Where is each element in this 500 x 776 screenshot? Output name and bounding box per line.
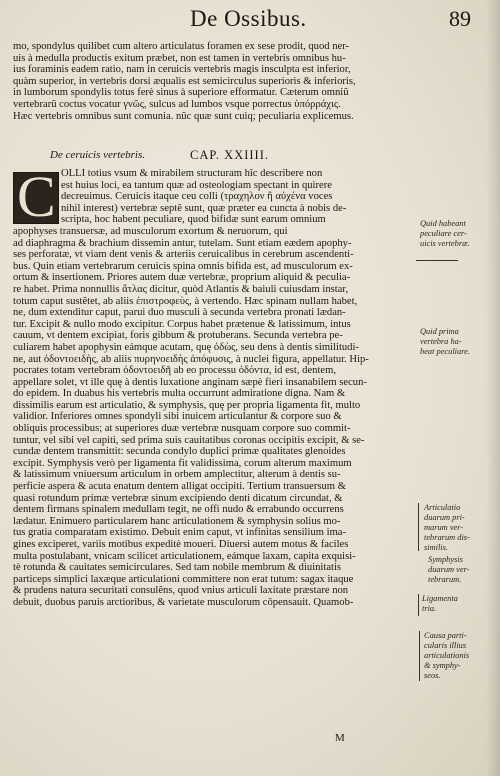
text-line: in lumborum spondylis totus ferè sinus à superiore efformatur. Cæterum omniũ — [13, 87, 349, 99]
text-line: tus gratia comparatam existimo. Debuit enim caput, vt infinitas sensilium ima- — [13, 527, 347, 539]
chapter-heading — [50, 149, 420, 163]
margin-bracket — [418, 594, 433, 616]
text-line: tè rotunda & cauitates semicirculares. Sed tam nobile membrum & diuinitatis — [13, 562, 342, 574]
text-line: dissimilis earum est articulatio, & symphysis, quę per propria ligamenta fit, multo — [13, 399, 361, 411]
text-line: OLLI totius vsum & mirabilem structuram hîc describere non — [61, 168, 323, 179]
text-line: particeps simplici laxæque articulationi committere non erat tutum: sagax itaque — [13, 573, 354, 585]
text-line: tur. Excipit & nullo modo excipitur. Corpus habet prætenue & latissimum, intus — [13, 318, 351, 330]
margin-bracket — [418, 503, 433, 551]
margin-note: Articulatio duarum pri- marum ver- tebrarum dis- similis. — [424, 503, 470, 552]
text-line: cundæ dentem transmittit: secunda condylo duplici primæ qualitates glenoides — [13, 446, 346, 458]
margin-note: Ligamenta tria. — [422, 594, 458, 613]
text-line: cauum, vt dentem excipiat, foris gibbum & protuberans. Secunda vertebra pe- — [13, 330, 343, 342]
margin-bracket — [419, 631, 434, 681]
text-line: totum caput sustĕtet, ab aliis ἐπιστροφεὺς, à vertendo. Hæc spinam nullam habet, — [13, 295, 358, 307]
page-gutter-shadow — [486, 0, 500, 776]
text-line: pocrates totam vertebram ὀδοντοειδῆ ab eo processu ὀδόντα, id est, dentem, — [13, 365, 336, 377]
text-line: excipit. Symphysis verò per ligamenta fit validissima, corum alterum maximum — [13, 457, 352, 469]
text-line: lædatur. Enimuero particularem hanc articulationem & symphysin solius mo- — [13, 515, 341, 527]
text-line: debuit, duobus paruis arctioribus, & varietate musculorum cōpensauit. Quamob- — [13, 596, 354, 608]
text-line: ne, dum extenditur caput, parui duo musculi à secunda vertebra pronati lædan- — [13, 307, 346, 319]
margin-note: Quid prima vertebra ha- beat peculiare. — [420, 327, 470, 356]
intro-paragraph — [13, 41, 417, 122]
chapter-subtitle: De ceruicis vertebris. — [50, 149, 145, 161]
margin-note: Quid habeant peculiare cer- uicis vertebræ. — [420, 219, 470, 248]
text-line: appellare solet, vt ille quę à dentis luxatione anginam sæpè fieri insanabilem secun- — [13, 376, 367, 388]
text-line: ne, aut ὀδοντοειδὴς, ab aliis πυρηνοειδὴς ἀπόφυσις, à nuclei figura, appellatur. Hip- — [13, 353, 369, 365]
text-line: multa postulabant, vnicam scilicet articulationem, eámque laxam, capita exquisi- — [13, 550, 356, 562]
text-line: gines exciperet, variis motibus expeditè moueri. Diuersi autem motus & faciles — [13, 539, 349, 550]
chapter-number: CAP. XXIIII. — [190, 148, 270, 162]
text-line: Hæc vertebris omnibus sunt comunia. nũc quæ sunt cuiq; peculiaria explicemus. — [13, 110, 354, 122]
page-number: 89 — [449, 6, 471, 31]
margin-rule — [416, 260, 458, 261]
text-line: tuntur, vel sibi vel capiti, sed prima suis cauitatibus coronas occipitis excipit, & se- — [13, 434, 365, 446]
text-line: & latissimum vniuersum articulum in orbem amplectitur, alterum à dentis su- — [13, 469, 341, 481]
text-line: scripta, hoc habent peculiare, quod bifidæ sunt earum omnium — [61, 214, 326, 226]
initial-letter: C — [17, 164, 56, 229]
text-line: re habet. Prima nonnullis ἄτλας dicitur, quòd Atlantis & baiuli cuiusdam instar, — [13, 283, 349, 295]
text-line: do epidem. In duabus his vertebris multa occurrunt admiratione digna. Nam & — [13, 388, 346, 400]
text-line: ius foraminis eadem ratio, nam in ceruicis vertebris magis insculpta est inferior, — [13, 64, 351, 76]
chapter-body — [13, 164, 417, 609]
text-line: nihil interest) vertebræ septẽ sunt, quæ præter ea cuncta à nobis de- — [61, 202, 347, 214]
text-line: ad diaphragma & brachium dissemin antur, tutelam. Sunt etiam eædem apophy- — [13, 237, 352, 249]
text-line: quasi rotundum primæ vertebræ sinum excipiendo denti dicatum circundat, & — [13, 492, 343, 504]
text-line: bus. Quin etiam vertebrarum ceruicis spina omnis bifida est, ad musculorum ex- — [13, 260, 353, 272]
text-line: perficie aspera & acuta enatum dentem alligat occipiti. Tertium transuersum & — [13, 481, 346, 493]
text-line: uis à medulla productis exitum præbet, non est tamen in vertebris omnibus hu- — [13, 52, 346, 64]
text-line: validior. Inferiores omnes spondyli sibi inuicem articulantur & corpore suo & — [13, 411, 342, 423]
text-line: & prudens natura securitati consulẽns, quod vnius articuli laxitate præstare non — [13, 585, 349, 597]
running-title: De Ossibus. — [190, 6, 307, 31]
text-line: mo, spondylus quilibet cum altero articulatus foramen ex sese prodit, quod ner- — [13, 41, 350, 52]
margin-note: Symphysis duarum ver- tebrarum. — [428, 555, 470, 584]
text-line: quàm superior, in vertebris dorsi æqualis est semicirculus superioris & inferioris, — [13, 75, 356, 87]
text-line: ortum & insertionem. Priores autem duæ vertebræ, proprium aliquid & peculia- — [13, 272, 351, 284]
text-line: vertebrarũ coctus vocatur γνῶς, sulcus ad lumbos vsque porrectus ὑπόρράχις. — [13, 98, 341, 110]
text-line: decreuimus. Ceruicis itaque ceu colli (τραχηλον ἢ αὐχένα voces — [61, 191, 333, 203]
text-line: ses perforatæ, vt viam dent venis & arteriis ceruicalibus in cerebrum ascendenti- — [13, 249, 354, 261]
text-line: culiarem habet apophysin eámque acutam, quę ὀδὼς, seu dens à dentis similitudi- — [13, 341, 359, 353]
text-line: dentem firmans spinalem medullam tegit, ne offi nudo & errabundo occurrens — [13, 504, 344, 516]
text-line: est huius loci, ea tantum quæ ad osteologiam spectant in quirere — [61, 179, 332, 191]
page-header — [0, 6, 500, 42]
signature-mark: M — [335, 732, 345, 744]
text-line: obliquis processibus; at superiores duæ vertebræ nusquam corpore suo commit- — [13, 423, 351, 435]
margin-note: Causa parti- cularis illius articulationis & symphy- seos. — [424, 631, 470, 680]
text-line: apophyses transuersæ, ad musculorum exortum & neruorum, qui — [13, 225, 288, 237]
